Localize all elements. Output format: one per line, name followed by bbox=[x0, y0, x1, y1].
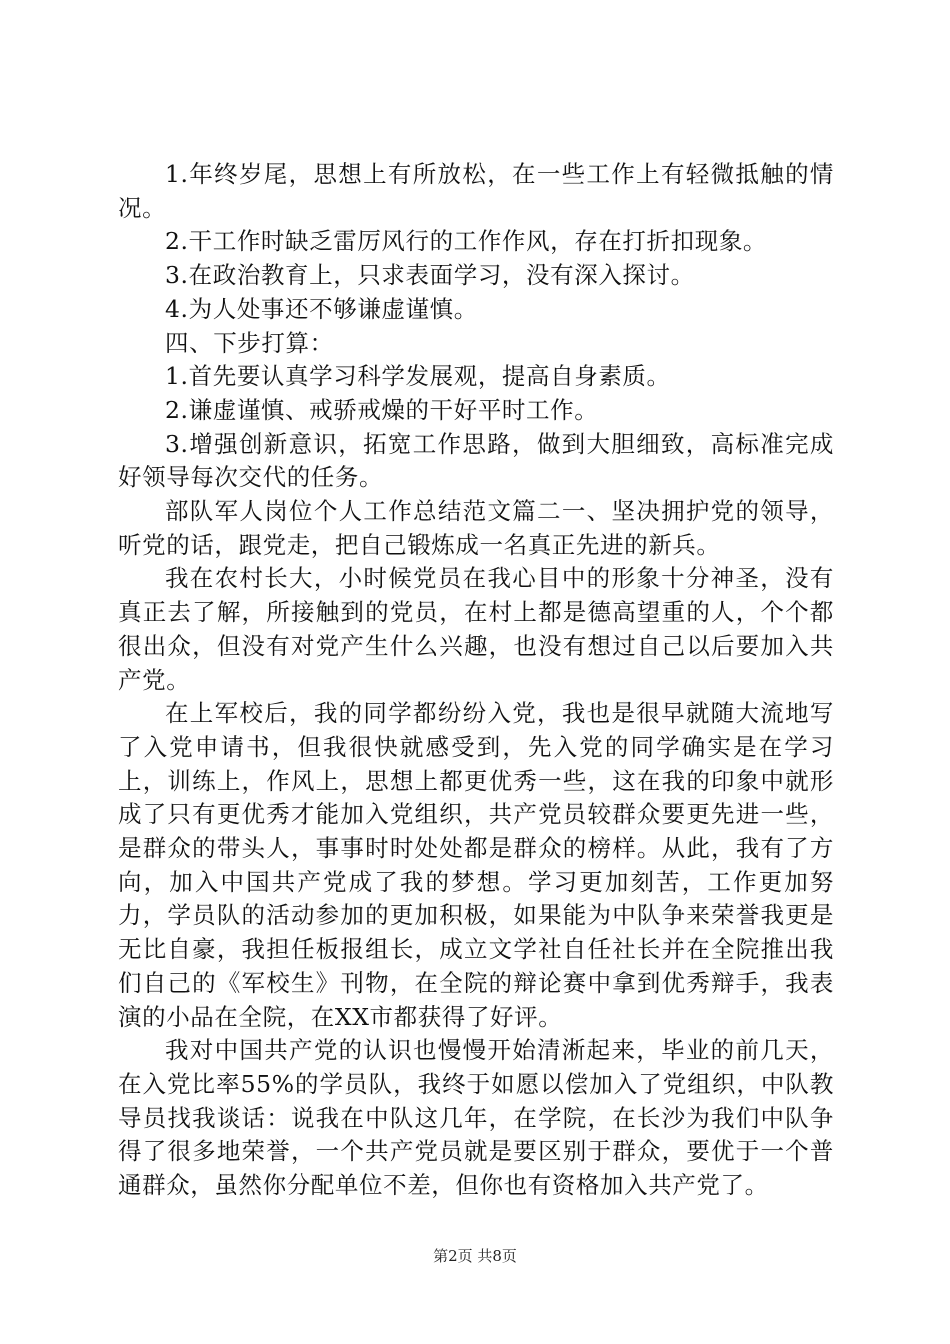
paragraph: 2.谦虚谨慎、戒骄戒燥的干好平时工作。 bbox=[165, 395, 599, 424]
paragraph: 1.年终岁尾，思想上有所放松，在一些工作上有轻微抵触的情况。 bbox=[118, 160, 834, 222]
paragraph: 2.干工作时缺乏雷厉风行的工作作风，存在打折扣现象。 bbox=[165, 227, 768, 256]
section-heading: 四、下步打算： bbox=[165, 328, 334, 357]
paragraph: 3.在政治教育上，只求表面学习，没有深入探讨。 bbox=[165, 261, 695, 290]
document-body bbox=[118, 158, 834, 1203]
paragraph: 我在农村长大，小时候党员在我心目中的形象十分神圣，没有真正去了解，所接触到的党员，在村上都是德高望重的人，个个都很出众，但没有对党产生什么兴趣，也没有想过自己以后要加入共产党。 bbox=[118, 564, 834, 694]
paragraph: 部队军人岗位个人工作总结范文篇二一、坚决拥护党的领导，听党的话，跟党走，把自己锻炼成一名真正先进的新兵。 bbox=[118, 497, 834, 559]
paragraph: 我对中国共产党的认识也慢慢开始清淅起来，毕业的前几天，在入党比率55%的学员队，我终于如愿以偿加入了党组织，中队教导员找我谈话：说我在中队这几年，在学院，在长沙为我们中队争得了很多地荣誉，一个共产党员就是要区别于群众，要优于一个普通群众，虽然你分配单位不差，但你也有资格加入共产党了。 bbox=[118, 1036, 834, 1200]
paragraph: 1.首先要认真学习科学发展观，提高自身素质。 bbox=[165, 362, 671, 391]
page-number-footer: 第2页 共8页 bbox=[433, 1247, 517, 1265]
paragraph: 4.为人处事还不够谦虚谨慎。 bbox=[165, 294, 478, 323]
paragraph: 3.增强创新意识，拓宽工作思路，做到大胆细致，高标准完成好领导每次交代的任务。 bbox=[118, 429, 834, 492]
paragraph: 在上军校后，我的同学都纷纷入党，我也是很早就随大流地写了入党申请书，但我很快就感受到，先入党的同学确实是在学习上，训练上，作风上，思想上都更优秀一些，这在我的印象中就形成了只有更优秀才能加入党组织，共产党员较群众要更先进一些，是群众的带头人，事事时时处处都是群众的榜样。从此，我有了方向，加入中国共产党成了我的梦想。学习更加刻苦，工作更加努力，学员队的活动参加的更加积极，如果能为中队争来荣誉我更是无比自豪，我担任板报组长，成立文学社自任社长并在全院推出我们自己的《军校生》刊物，在全院的辩论赛中拿到优秀辩手，我表演的小品在全院，在XX市都获得了好评。 bbox=[118, 699, 834, 1031]
